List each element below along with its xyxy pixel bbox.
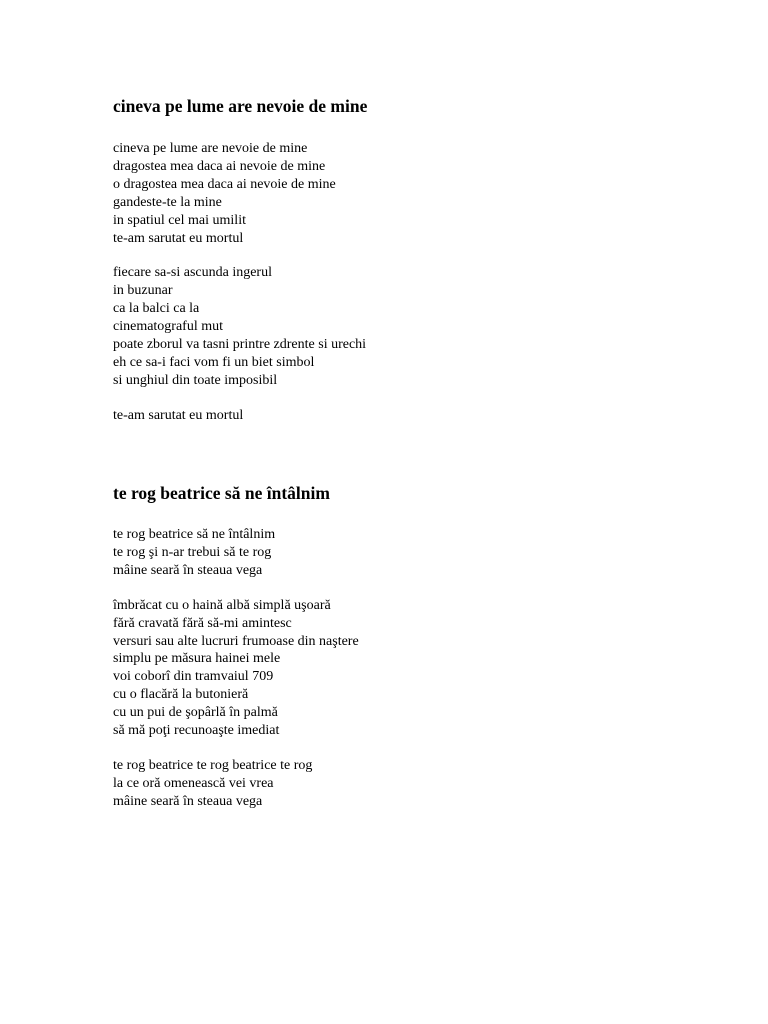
- poem-line: poate zborul va tasni printre zdrente si urechi: [113, 337, 367, 353]
- poem-line: simplu pe măsura hainei mele: [113, 651, 281, 667]
- poem-line: cu o flacără la butonieră: [113, 687, 249, 703]
- poem-line: te rog şi n-ar trebui să te rog: [113, 544, 272, 560]
- poem-line: cu un pui de şopârlă în palmă: [113, 705, 278, 721]
- poem-line: cineva pe lume are nevoie de mine: [113, 141, 308, 156]
- stanza: [113, 264, 733, 389]
- stanza: [113, 526, 733, 580]
- poem-line: gandeste-te la mine: [113, 194, 222, 210]
- poem-line: dragostea mea daca ai nevoie de mine: [113, 158, 326, 174]
- poem-line: la ce oră omenească vei vrea: [113, 775, 274, 791]
- poem-line: voi coborî din tramvaiul 709: [113, 669, 274, 685]
- stanza: [113, 407, 733, 425]
- poem-line: ca la balci ca la: [113, 301, 200, 317]
- poem-te-rog-beatrice: [113, 481, 733, 811]
- poem-line: mâine seară în steaua vega: [113, 562, 263, 578]
- poem-line: să mă poţi recunoaşte imediat: [113, 723, 280, 739]
- poem-title: te rog beatrice să ne întâlnim: [113, 483, 330, 503]
- poem-line: eh ce sa-i faci vom fi un biet simbol: [113, 354, 315, 370]
- poem-line: in buzunar: [113, 283, 173, 299]
- poem-line: te rog beatrice să ne întâlnim: [113, 527, 276, 542]
- poem-line: fără cravată fără să-mi amintesc: [113, 615, 292, 631]
- poem-line: fiecare sa-si ascunda ingerul: [113, 265, 272, 281]
- poem-line: îmbrăcat cu o haină albă simplă uşoară: [113, 597, 331, 613]
- poem-line: si unghiul din toate imposibil: [113, 372, 278, 388]
- poem-line: versuri sau alte lucruri frumoase din naştere: [113, 633, 359, 649]
- poem-title: cineva pe lume are nevoie de mine: [113, 96, 368, 116]
- stanza: [113, 140, 733, 247]
- poem-cineva-pe-lume: [113, 94, 733, 425]
- stanza: [113, 757, 733, 811]
- poem-line: te-am sarutat eu mortul: [113, 230, 244, 246]
- poem-line: cinematograful mut: [113, 319, 224, 335]
- poem-line: te rog beatrice te rog beatrice te rog: [113, 757, 313, 773]
- poem-line: o dragostea mea daca ai nevoie de mine: [113, 176, 336, 192]
- poem-line: te-am sarutat eu mortul: [113, 407, 244, 423]
- stanza: [113, 597, 733, 740]
- poem-line: in spatiul cel mai umilit: [113, 212, 246, 228]
- poem-line: mâine seară în steaua vega: [113, 793, 263, 809]
